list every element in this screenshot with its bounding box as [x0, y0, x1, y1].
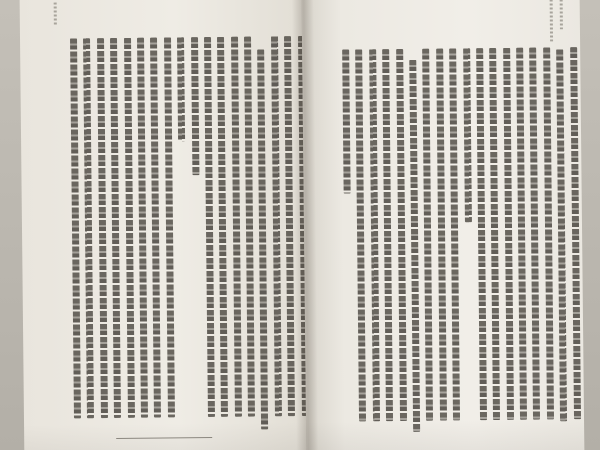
- right-page-shading: [306, 419, 584, 450]
- text-column: [356, 49, 367, 421]
- text-column: [124, 38, 135, 418]
- left-running-header: [54, 3, 57, 25]
- text-column: [244, 37, 255, 417]
- text-column: [97, 38, 108, 418]
- text-column: [150, 38, 161, 418]
- text-column: [463, 48, 472, 222]
- text-column: [342, 49, 351, 193]
- right-page: [302, 0, 585, 450]
- text-column: [436, 49, 447, 421]
- text-column: [503, 48, 514, 420]
- text-column: [191, 37, 199, 175]
- text-column: [70, 38, 81, 418]
- text-column: [177, 37, 185, 141]
- right-page-body-text: [342, 45, 584, 432]
- text-column: [476, 48, 487, 420]
- text-column: [583, 47, 584, 155]
- left-page: [20, 0, 307, 450]
- text-column: [396, 49, 407, 421]
- text-column: [258, 49, 269, 429]
- text-column: [217, 37, 228, 417]
- text-column: [369, 49, 380, 421]
- open-book: [20, 0, 585, 450]
- text-column: [231, 37, 242, 417]
- text-column: [83, 38, 94, 418]
- text-column: [556, 49, 567, 421]
- text-column: [271, 36, 282, 416]
- text-column: [110, 38, 121, 418]
- text-column: [543, 47, 554, 419]
- right-running-header: [550, 0, 553, 41]
- text-column: [382, 49, 393, 421]
- left-page-shading: [24, 422, 306, 450]
- text-column: [489, 48, 500, 420]
- text-column: [409, 60, 420, 432]
- text-column: [137, 38, 148, 418]
- text-column: [422, 49, 433, 421]
- text-column: [516, 48, 527, 420]
- text-column: [570, 47, 581, 419]
- text-column: [164, 37, 175, 417]
- text-column: [449, 48, 460, 420]
- left-page-body-text: [70, 34, 306, 432]
- text-column: [530, 48, 541, 420]
- text-column: [204, 37, 215, 417]
- right-running-header-sub: [560, 0, 563, 29]
